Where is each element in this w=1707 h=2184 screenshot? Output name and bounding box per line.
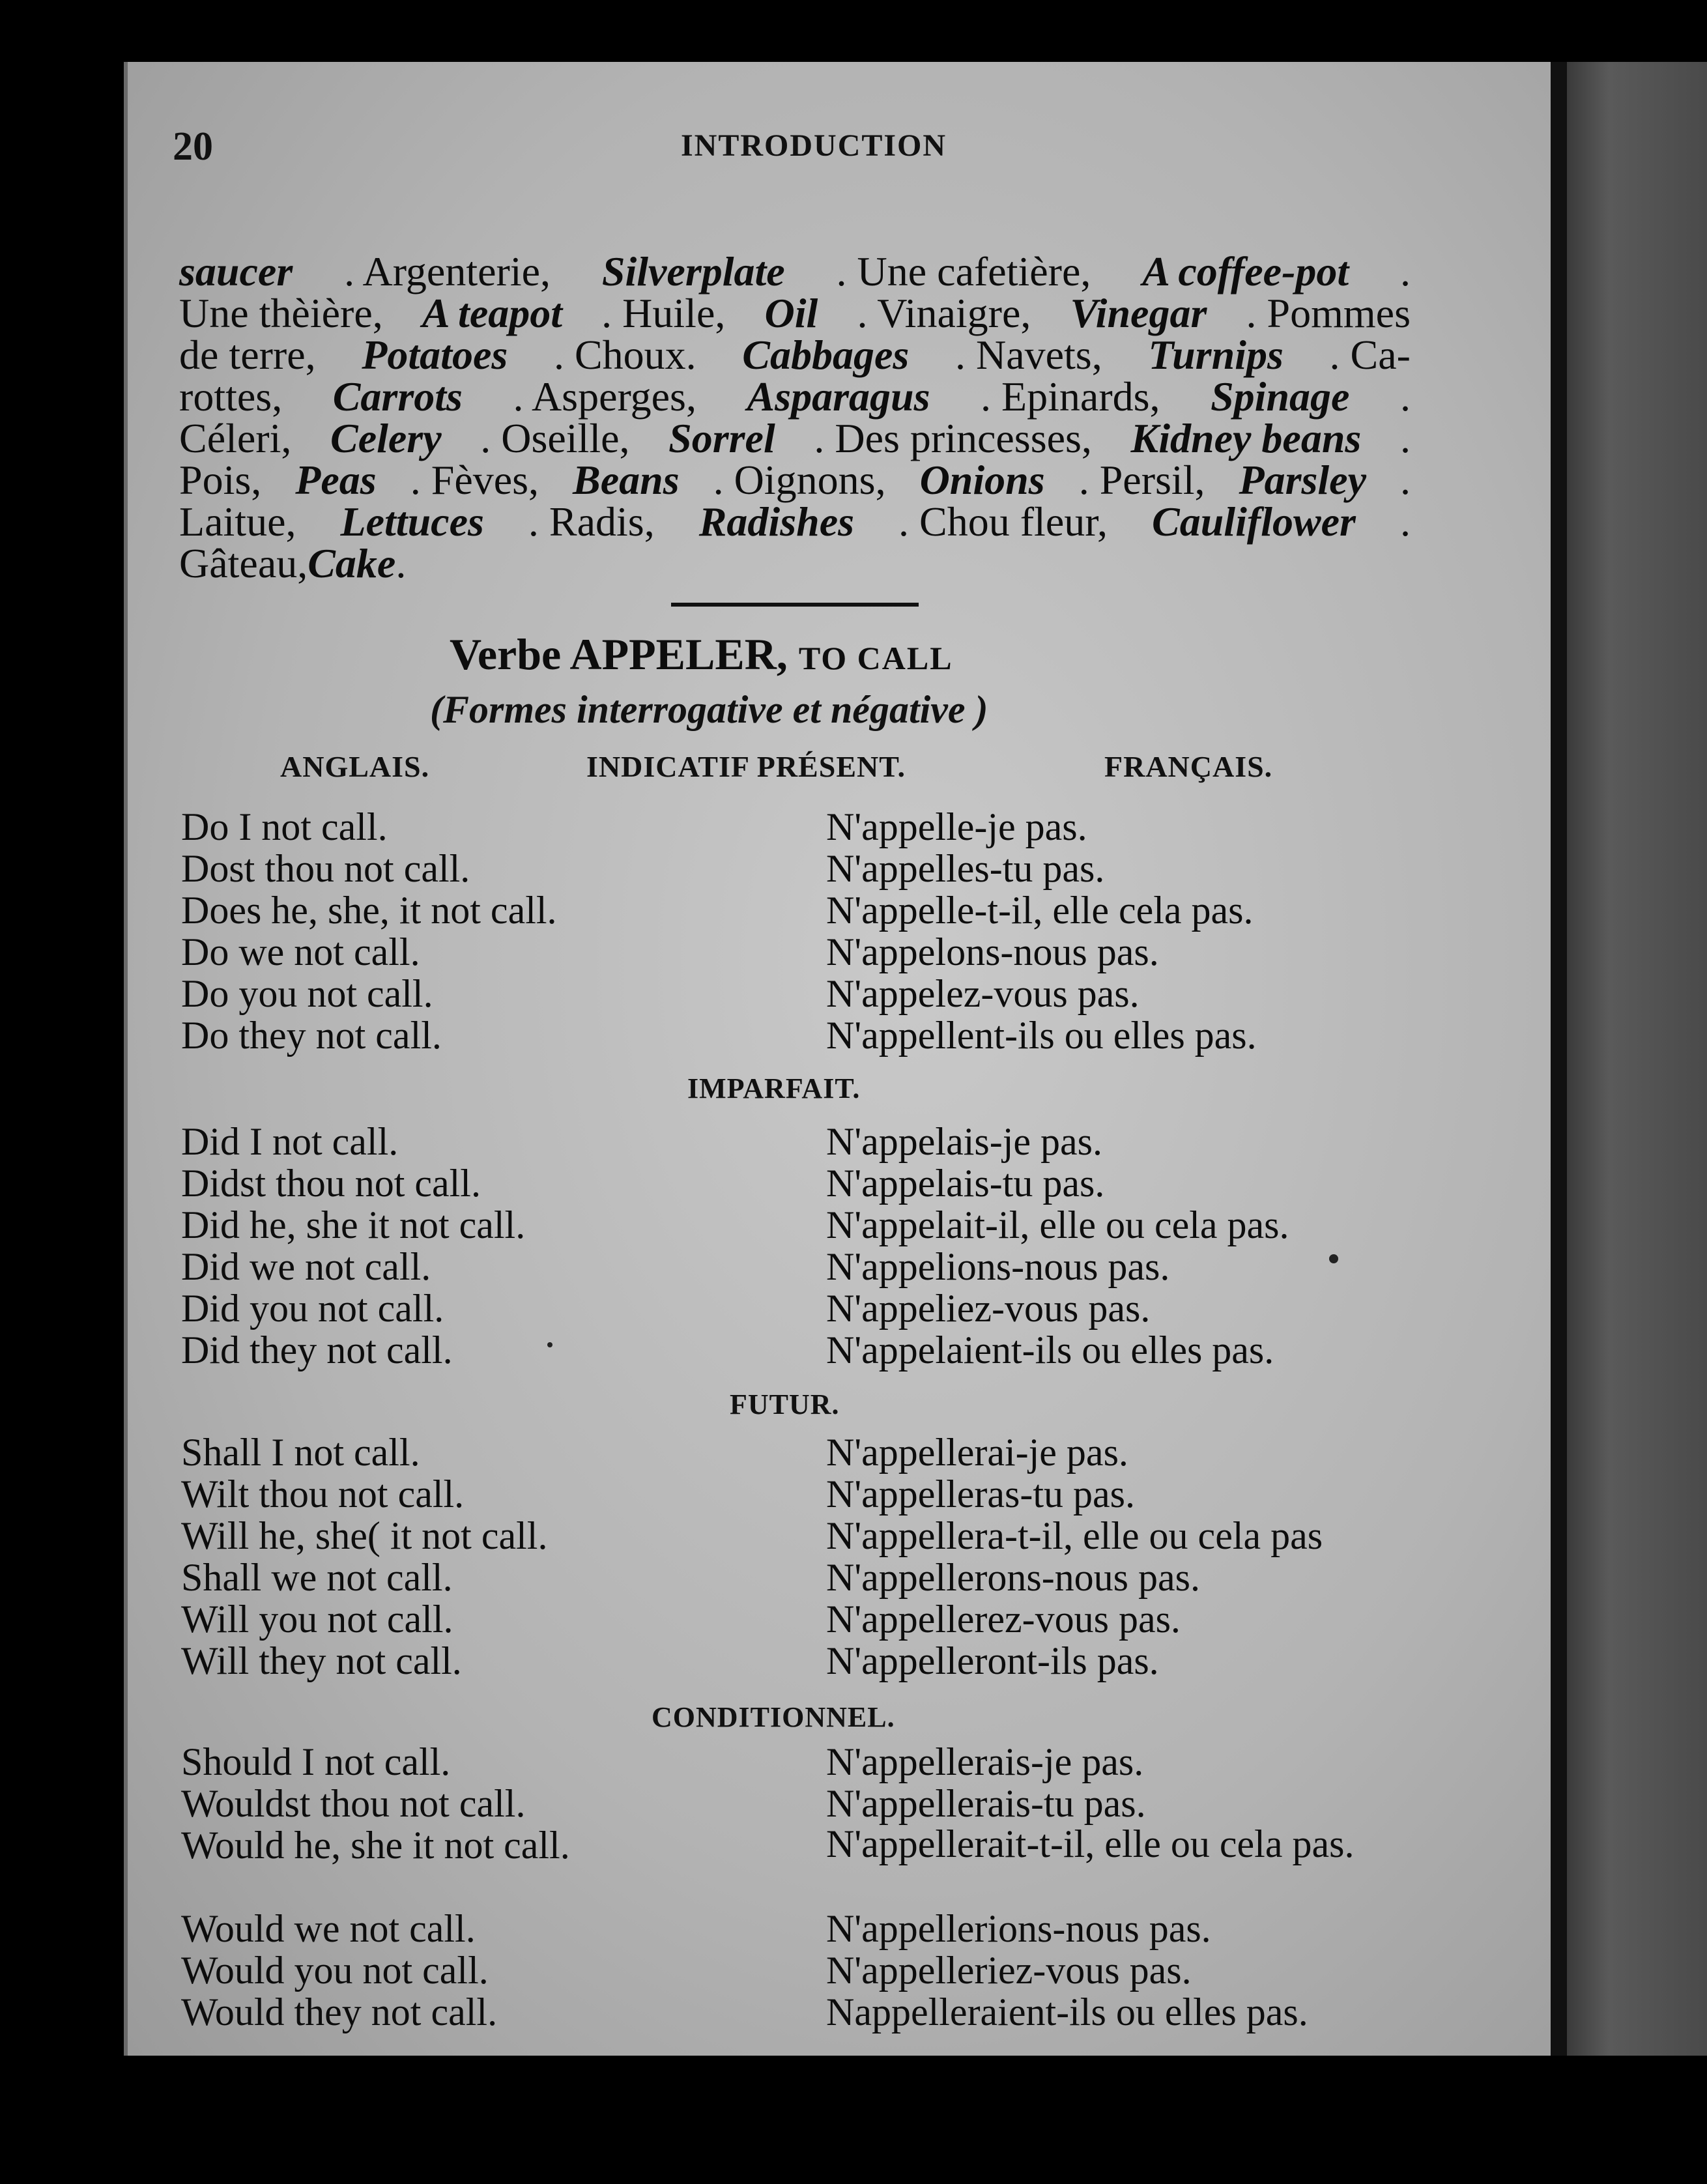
english-word: Celery (330, 415, 442, 461)
french-text: . (1400, 457, 1411, 503)
running-title: INTRODUCTION (681, 128, 947, 163)
french-form: N'appellera-t-il, elle ou cela pas (826, 1514, 1323, 1557)
conjugation-row (181, 1990, 1432, 2032)
english-word: Peas (295, 457, 377, 503)
conjugation-row (181, 1906, 1432, 1948)
french-form: N'appellent-ils ou elles pas. (826, 1014, 1257, 1057)
english-word: Parsley (1239, 457, 1366, 503)
conjugation-row (181, 1119, 1432, 1161)
conjugation-row (181, 971, 1432, 1013)
vocab-line (179, 290, 1411, 336)
vocab-line (179, 540, 1411, 586)
french-text: . Ca- (1329, 332, 1411, 378)
english-word: Turnips (1148, 332, 1284, 378)
english-form: Do I not call. (181, 805, 388, 848)
french-text: Céleri, (179, 415, 292, 461)
french-text: . Des princesses, (814, 415, 1092, 461)
english-word: Cake (308, 540, 396, 586)
english-form: Will he, she( it not call. (181, 1514, 548, 1557)
facing-page-edge (1567, 62, 1707, 2056)
french-text: . (1400, 248, 1411, 295)
conjugation-row (181, 1161, 1432, 1203)
french-form: N'appelons-nous pas. (826, 930, 1159, 973)
english-form: Did they not call. (181, 1329, 453, 1372)
english-word: Silverplate (601, 248, 785, 295)
futur-rows (181, 1430, 1432, 1680)
french-text: . Epinards, (981, 373, 1160, 420)
french-form: N'appelais-tu pas. (826, 1162, 1105, 1205)
english-word: Onions (919, 457, 1045, 503)
french-form: N'appelions-nous pas. (826, 1245, 1170, 1288)
french-form: N'appellerez-vous pas. (826, 1598, 1181, 1641)
english-form: Shall we not call. (181, 1556, 453, 1599)
french-text: Gâteau, (179, 540, 308, 586)
english-word: Oil (764, 290, 818, 336)
french-text: . Persil, (1078, 457, 1205, 503)
english-form: Do they not call. (181, 1014, 442, 1057)
french-form: N'appelais-je pas. (826, 1120, 1102, 1163)
english-form: Did you not call. (181, 1287, 444, 1330)
verb-subtitle: (Formes interrogative et négative ) (430, 688, 988, 731)
french-form: N'appelez-vous pas. (826, 972, 1140, 1015)
conjugation-row (181, 1430, 1432, 1472)
french-text: Pois, (179, 457, 262, 503)
conjugation-row (181, 1597, 1432, 1639)
conjugation-row (181, 1244, 1432, 1286)
french-form: N'appellerions-nous pas. (826, 1907, 1211, 1950)
conjugation-row (181, 1555, 1432, 1597)
french-text: . Oseille, (480, 415, 630, 461)
french-text: . Fèves, (410, 457, 539, 503)
english-word: Spinage (1211, 373, 1350, 420)
french-form: N'appelle-t-il, elle cela pas. (826, 889, 1254, 932)
french-form: Nappelleraient-ils ou elles pas. (826, 1990, 1308, 2033)
french-form: N'appelleriez-vous pas. (826, 1949, 1192, 1992)
conjugation-row (181, 846, 1432, 888)
conjugation-row (181, 1639, 1432, 1680)
english-form: Wilt thou not call. (181, 1473, 465, 1516)
french-text: . Une cafetière, (836, 248, 1091, 295)
french-form: N'appeliez-vous pas. (826, 1287, 1151, 1330)
french-form: N'appellerais-tu pas. (826, 1782, 1146, 1825)
conjugation-row (181, 805, 1432, 846)
french-text: . Vinaigre, (857, 290, 1031, 336)
conjugation-row (181, 1013, 1432, 1055)
english-form: Wouldst thou not call. (181, 1782, 526, 1825)
imparfait-rows (181, 1119, 1432, 1370)
french-text: . Asperges, (513, 373, 696, 420)
english-word: Cauliflower (1152, 498, 1356, 545)
english-form: Would we not call. (181, 1907, 476, 1950)
english-form: Shall I not call. (181, 1431, 420, 1474)
conjugation-row (181, 1472, 1432, 1514)
tense-imparfait: IMPARFAIT. (687, 1072, 861, 1104)
conjugation-row (181, 1823, 1432, 1906)
french-form: N'appellerai-je pas. (826, 1431, 1128, 1474)
french-form: N'appellerons-nous pas. (826, 1556, 1201, 1599)
english-word: saucer (179, 248, 293, 295)
vocab-line (179, 415, 1411, 461)
english-word: Kidney beans (1130, 415, 1362, 461)
french-form: N'appelaient-ils ou elles pas. (826, 1329, 1274, 1372)
conjugation-row (181, 1948, 1432, 1990)
english-word: Lettuces (340, 498, 484, 545)
french-form: N'appellerait-t-il, elle ou cela pas. (826, 1822, 1355, 1865)
english-word: Cabbages (742, 332, 910, 378)
column-headings (280, 749, 1323, 788)
french-text: . (1399, 498, 1411, 545)
english-form: Would he, she it not call. (181, 1824, 570, 1867)
tense-conditionnel: CONDITIONNEL. (652, 1701, 895, 1733)
ink-speck (1329, 1254, 1338, 1263)
vocab-line (179, 459, 1411, 501)
french-form: N'appellerais-je pas. (826, 1740, 1144, 1783)
conditionnel-rows (181, 1740, 1432, 2032)
verb-title (450, 629, 1166, 680)
page-header (173, 124, 1476, 176)
english-form: Does he, she, it not call. (181, 889, 557, 932)
french-form: N'appelait-il, elle ou cela pas. (826, 1203, 1289, 1246)
verb-title-main: Verbe APPELER, (450, 629, 788, 679)
french-text: . Pommes (1246, 290, 1411, 336)
english-form: Did we not call. (181, 1245, 431, 1288)
english-form: Should I not call. (181, 1740, 451, 1783)
vocab-line (179, 373, 1411, 420)
english-word: Potatoes (362, 332, 508, 378)
english-word: A teapot (422, 290, 562, 336)
page-number: 20 (173, 124, 213, 169)
english-form: Did I not call. (181, 1120, 399, 1163)
conjugation-row (181, 1781, 1432, 1823)
english-word: A coffee-pot (1142, 248, 1349, 295)
conjugation-row (181, 1328, 1432, 1370)
conjugation-row (181, 1514, 1432, 1555)
french-text: . Navets, (954, 332, 1102, 378)
french-form: N'appelles-tu pas. (826, 847, 1105, 890)
page-gutter (1551, 62, 1567, 2056)
heading-indicatif-present: INDICATIF PRÉSENT. (586, 750, 906, 783)
french-text: . (395, 540, 407, 586)
english-form: Did he, she it not call. (181, 1203, 526, 1246)
vocab-line (179, 334, 1411, 376)
english-word: Beans (573, 457, 680, 503)
french-text: . (1400, 373, 1411, 420)
french-text: . Argenterie, (344, 248, 551, 295)
french-text: . Chou fleur, (898, 498, 1108, 545)
english-form: Do you not call. (181, 972, 433, 1015)
vocabulary-paragraph (179, 248, 1411, 586)
english-form: Will they not call. (181, 1639, 462, 1682)
french-text: rottes, (179, 373, 283, 420)
english-form: Do we not call. (181, 930, 420, 973)
french-text: Une thèière, (179, 290, 383, 336)
present-tense-rows (181, 805, 1432, 1055)
conjugation-row (181, 930, 1432, 971)
english-form: Would they not call. (181, 1990, 498, 2033)
french-text: . Oignons, (713, 457, 886, 503)
english-form: Dost thou not call. (181, 847, 470, 890)
tense-futur: FUTUR. (730, 1388, 840, 1420)
french-text: de terre, (179, 332, 316, 378)
english-word: Asparagus (747, 373, 930, 420)
french-text: . Radis, (528, 498, 655, 545)
english-form: Will you not call. (181, 1598, 453, 1641)
english-form: Would you not call. (181, 1949, 489, 1992)
french-text: . (1399, 415, 1411, 461)
heading-anglais: ANGLAIS. (280, 750, 430, 783)
vocab-line (179, 248, 1411, 295)
section-rule (671, 603, 919, 607)
conjugation-row (181, 1203, 1432, 1244)
english-word: Vinegar (1070, 290, 1207, 336)
french-text: . Choux. (553, 332, 696, 378)
heading-francais: FRANÇAIS. (1104, 750, 1273, 783)
french-form: N'appelle-je pas. (826, 805, 1087, 848)
verb-title-translation: TO CALL (798, 640, 953, 676)
vocab-line (179, 498, 1411, 545)
french-text: Laitue, (179, 498, 296, 545)
french-form: N'appelleront-ils pas. (826, 1639, 1159, 1682)
conjugation-row (181, 888, 1432, 930)
english-word: Sorrel (668, 415, 775, 461)
english-word: Radishes (698, 498, 854, 545)
english-word: Carrots (332, 373, 463, 420)
ink-speck (547, 1342, 552, 1347)
conjugation-row (181, 1286, 1432, 1328)
french-form: N'appelleras-tu pas. (826, 1473, 1135, 1516)
english-form: Didst thou not call. (181, 1162, 481, 1205)
french-text: . Huile, (601, 290, 726, 336)
conjugation-row (181, 1740, 1432, 1781)
